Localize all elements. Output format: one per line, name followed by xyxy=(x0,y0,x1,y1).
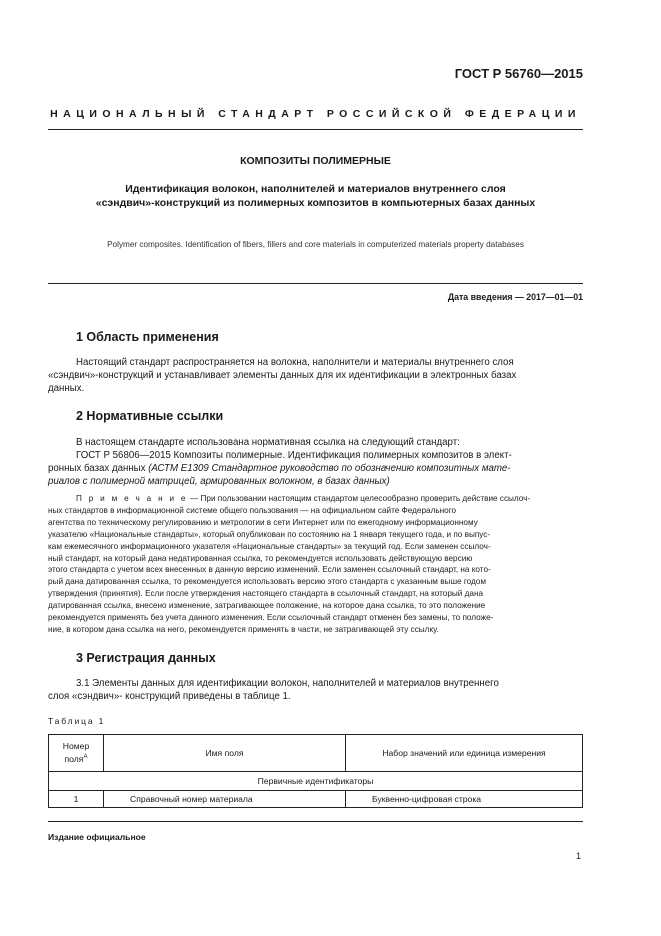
standard-title: КОМПОЗИТЫ ПОЛИМЕРНЫЕ xyxy=(240,155,391,167)
title-divider xyxy=(48,283,583,284)
section-1-text xyxy=(48,356,583,395)
cell-value-set: Буквенно-цифровая строка xyxy=(346,791,583,808)
header-field-number: Номер поля$^А$ xyxy=(49,735,104,772)
footnote-marker: А xyxy=(83,754,88,761)
cell-field-name: Справочный номер материала xyxy=(104,791,346,808)
section-1-line: «сэндвич»-конструкций и устанавливает элементы данных для их идентификации в электронных базах xyxy=(48,370,517,381)
note-line: датированная ссылка, внесено изменение, затрагивающее положение, на которое дана ссылка, то это положение xyxy=(48,601,486,611)
normative-reference-astm-cont: риалов с полимерной матрицей, армированных волокном, в базах данных) xyxy=(48,476,390,487)
note-line: ный стандарт, на который дана недатированная ссылка, то рекомендуется использовать действующую версию xyxy=(48,553,473,563)
subtitle-line-2: «сэндвич»-конструкций из полимерных композитов в компьютерных базах данных xyxy=(95,197,536,209)
document-code: ГОСТ Р 56760—2015 xyxy=(454,66,583,81)
table-row xyxy=(49,791,583,808)
section-3-heading: 3 Регистрация данных xyxy=(76,651,216,665)
national-standard-heading: НАЦИОНАЛЬНЫЙ СТАНДАРТ РОССИЙСКОЙ ФЕДЕРАЦИИ xyxy=(50,108,581,120)
section-3-text xyxy=(48,677,583,703)
note-label: П р и м е ч а н и е xyxy=(76,494,188,503)
note-block xyxy=(48,493,583,636)
section-2-text xyxy=(48,436,583,488)
footer-divider xyxy=(48,821,583,822)
section-3-line: слоя «сэндвич»- конструкций приведены в таблице 1. xyxy=(48,691,291,702)
normative-reference: ГОСТ Р 56806—2015 Композиты полимерные. Идентификация полимерных композитов в элект- xyxy=(76,450,512,461)
note-line: рекомендуется применять без учета данного изменения. Если ссылочный стандарт отменен без замены, то положе- xyxy=(48,613,494,623)
note-line: ных стандартов в информационной системе общего пользования — на официальном сайте Федерального xyxy=(48,505,457,515)
cell-field-number: 1 xyxy=(49,791,104,808)
group-primary-identifiers: Первичные идентификаторы xyxy=(49,772,583,791)
section-2-heading: 2 Нормативные ссылки xyxy=(76,409,224,423)
note-line: утверждения (принятия). Если после утверждения настоящего стандарта в ссылочный стандарт, на который дана xyxy=(48,589,484,599)
header-divider xyxy=(48,129,583,130)
section-1-line: данных. xyxy=(48,383,85,394)
standard-subtitle xyxy=(48,182,583,210)
note-line: рый дана датированная ссылка, то рекомендуется использовать версию этого стандарта с указанным выше годом xyxy=(48,577,486,587)
section-2-intro: В настоящем стандарте использована нормативная ссылка на следующий стандарт: xyxy=(76,437,460,448)
introduction-date: Дата введения — 2017—01—01 xyxy=(447,292,583,302)
note-line: — При пользовании настоящим стандартом целесообразно проверить действие ссылоч- xyxy=(187,494,531,503)
table-caption: Таблица 1 xyxy=(48,716,106,726)
note-line: агентства по техническому регулированию и метрологии в сети Интернет или по ежегодному информационному xyxy=(48,517,478,527)
note-line: указателю «Национальные стандарты», который опубликован по состоянию на 1 января текущего года, и по выпус- xyxy=(48,529,491,539)
english-title: Polymer composites. Identification of fibers, fillers and core materials in computerized materials property databases xyxy=(107,240,524,249)
header-value-set: Набор значений или единица измерения xyxy=(346,735,583,772)
subtitle-line-1: Идентификация волокон, наполнителей и материалов внутреннего слоя xyxy=(125,183,506,195)
header-field-name: Имя поля xyxy=(104,735,346,772)
official-edition: Издание официальное xyxy=(48,832,146,842)
section-3-line: 3.1 Элементы данных для идентификации волокон, наполнителей и материалов внутреннего xyxy=(76,678,499,689)
section-1-line: Настоящий стандарт распространяется на волокна, наполнители и материалы внутреннего слоя xyxy=(76,357,514,368)
normative-reference-astm: (АСТМ Е1309 Стандартное руководство по обозначению композитных мате- xyxy=(148,463,511,474)
table-1 xyxy=(48,734,583,808)
table-group-row xyxy=(49,772,583,791)
note-line: этого стандарта с учетом всех внесенных в данную версию изменений. Если заменен ссылочный стандарт, на кото- xyxy=(48,565,491,575)
section-1-heading: 1 Область применения xyxy=(76,330,219,344)
normative-reference-cont: ронных базах данных xyxy=(48,463,149,474)
note-line: кам ежемесячного информационного указателя «Национальные стандарты» за текущий год. Если заменен ссылоч- xyxy=(48,541,491,551)
note-line: ние, в котором дана ссылка на него, рекомендуется применять в части, не затрагивающей эту ссылку. xyxy=(48,624,439,634)
page-number: 1 xyxy=(575,851,581,861)
table-header-row xyxy=(49,735,583,772)
